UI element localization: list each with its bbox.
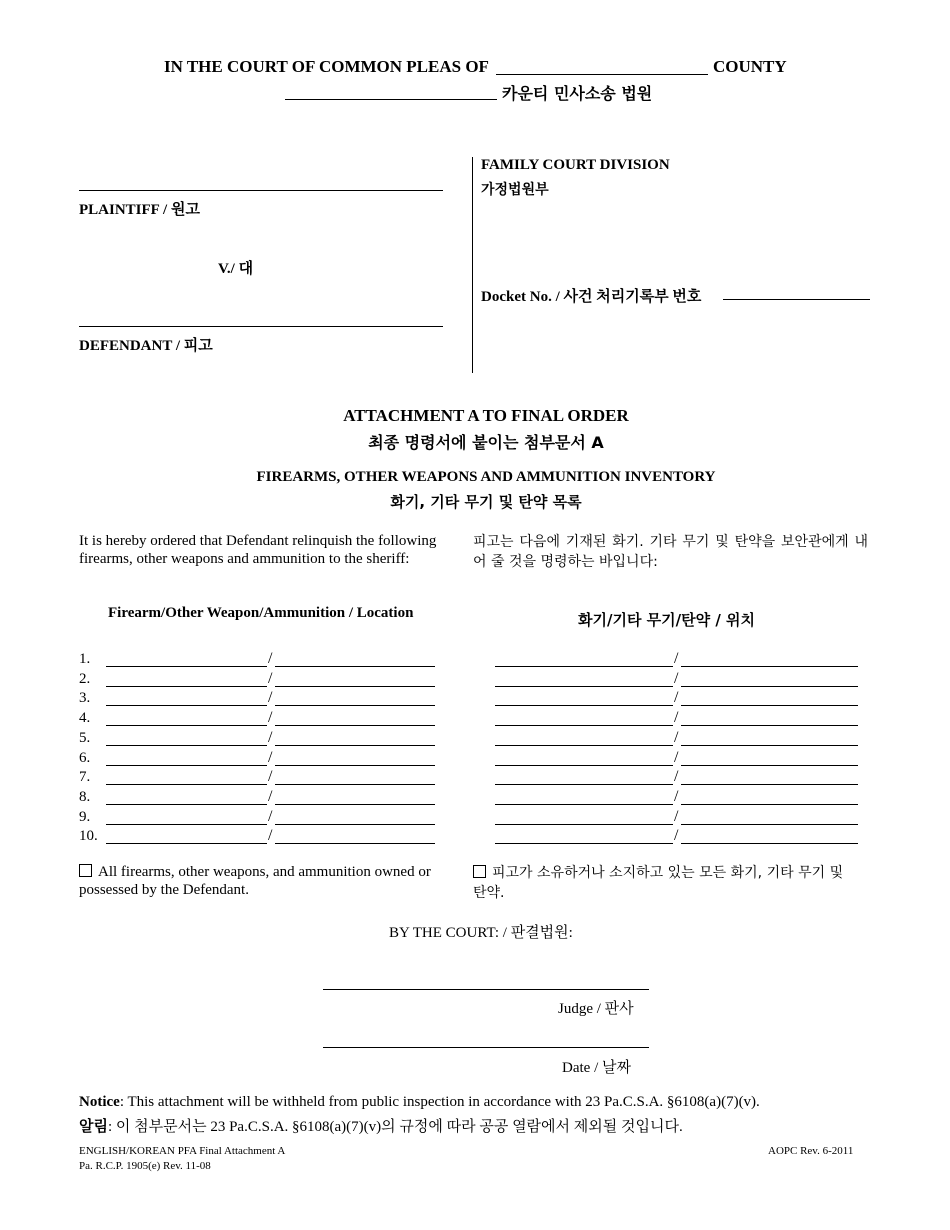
field-separator: / <box>268 669 273 687</box>
county-name-field[interactable] <box>496 74 708 75</box>
notice-text-en: : This attachment will be withheld from public inspection in accordance with 23 Pa.C.S.A. §6108(a)(7)(v). <box>119 1094 760 1110</box>
weapon-field-ko[interactable] <box>495 666 673 667</box>
inventory-row-ko <box>495 809 860 829</box>
judge-signature-line[interactable] <box>323 989 649 990</box>
inventory-row-en <box>79 828 439 848</box>
location-field[interactable] <box>275 765 435 766</box>
location-field-ko[interactable] <box>681 804 858 805</box>
field-separator-ko: / <box>674 827 679 845</box>
location-field-ko[interactable] <box>681 686 858 687</box>
location-field[interactable] <box>275 666 435 667</box>
notice-ko <box>79 1115 919 1136</box>
plaintiff-label: PLAINTIFF / 원고 <box>79 202 200 218</box>
docket-number-field[interactable] <box>723 299 870 300</box>
notice-label-ko: 알림 <box>79 1117 108 1135</box>
location-field[interactable] <box>275 824 435 825</box>
inventory-row-number: 4. <box>79 710 91 727</box>
all-weapons-option-en <box>79 863 459 899</box>
field-separator: / <box>268 709 273 727</box>
location-field[interactable] <box>275 745 435 746</box>
inventory-row-number: 2. <box>79 670 91 687</box>
field-separator-ko: / <box>674 669 679 687</box>
weapon-field-ko[interactable] <box>495 725 673 726</box>
notice-label-en: Notice <box>79 1094 120 1110</box>
division-label: FAMILY COURT DIVISION <box>481 157 670 173</box>
inventory-row-number: 10. <box>79 828 98 845</box>
inventory-row-number: 7. <box>79 769 91 786</box>
inventory-row-en <box>79 710 439 730</box>
field-separator-ko: / <box>674 728 679 746</box>
inventory-row-number: 3. <box>79 690 91 707</box>
location-field-ko[interactable] <box>681 824 858 825</box>
all-weapons-checkbox-ko[interactable] <box>473 865 486 878</box>
location-field-ko[interactable] <box>681 765 858 766</box>
all-weapons-text-en: All firearms, other weapons, and ammunition owned or possessed by the Defendant. <box>79 864 431 898</box>
judge-label: Judge / 판사 <box>558 1001 634 1017</box>
location-field-ko[interactable] <box>681 843 858 844</box>
inventory-row-ko <box>495 828 860 848</box>
inventory-row-number: 9. <box>79 808 91 825</box>
notice-en <box>79 1094 899 1111</box>
weapon-field-ko[interactable] <box>495 745 673 746</box>
field-separator-ko: / <box>674 689 679 707</box>
field-separator-ko: / <box>674 748 679 766</box>
weapon-field[interactable] <box>106 804 267 805</box>
inventory-row-ko <box>495 690 860 710</box>
inventory-row-ko <box>495 671 860 691</box>
inventory-row-ko <box>495 710 860 730</box>
inventory-row-ko <box>495 730 860 750</box>
date-label: Date / 날짜 <box>562 1060 631 1076</box>
inventory-row-ko <box>495 769 860 789</box>
field-separator-ko: / <box>674 709 679 727</box>
field-separator-ko: / <box>674 650 679 667</box>
all-weapons-text-ko: 피고가 소유하거나 소지하고 있는 모든 화기, 기타 무기 및 탄약. <box>473 865 844 901</box>
inventory-header-ko: 화기/기타 무기/탄약 / 위치 <box>578 611 756 629</box>
attachment-title: ATTACHMENT A TO FINAL ORDER <box>343 406 629 425</box>
weapon-field[interactable] <box>106 765 267 766</box>
inventory-row-number: 1. <box>79 651 91 667</box>
weapon-field-ko[interactable] <box>495 804 673 805</box>
location-field[interactable] <box>275 843 435 844</box>
inventory-row-en <box>79 690 439 710</box>
field-separator: / <box>268 689 273 707</box>
inventory-row-en <box>79 809 439 829</box>
court-line-suffix: COUNTY <box>713 57 787 76</box>
defendant-name-field[interactable] <box>79 326 443 327</box>
field-separator: / <box>268 827 273 845</box>
location-field[interactable] <box>275 686 435 687</box>
inventory-row-ko <box>495 750 860 770</box>
location-field-ko[interactable] <box>681 705 858 706</box>
footer-form-name: ENGLISH/KOREAN PFA Final Attachment A <box>79 1145 286 1157</box>
all-weapons-option-ko <box>473 863 858 903</box>
location-field[interactable] <box>275 784 435 785</box>
inventory-row-number: 6. <box>79 749 91 766</box>
inventory-row-en <box>79 769 439 789</box>
weapon-field[interactable] <box>106 705 267 706</box>
field-separator-ko: / <box>674 787 679 805</box>
inventory-row-ko <box>495 789 860 809</box>
weapon-field[interactable] <box>106 745 267 746</box>
caption-divider <box>472 157 473 373</box>
docket-label: Docket No. / 사건 처리기록부 번호 <box>481 289 702 305</box>
location-field[interactable] <box>275 705 435 706</box>
weapon-field[interactable] <box>106 725 267 726</box>
weapon-field-ko[interactable] <box>495 705 673 706</box>
weapon-field-ko[interactable] <box>495 784 673 785</box>
inventory-title: FIREARMS, OTHER WEAPONS AND AMMUNITION INVENTORY <box>256 469 716 485</box>
field-separator: / <box>268 748 273 766</box>
weapon-field[interactable] <box>106 686 267 687</box>
location-field-ko[interactable] <box>681 784 858 785</box>
weapon-field-ko[interactable] <box>495 843 673 844</box>
weapon-field-ko[interactable] <box>495 824 673 825</box>
field-separator: / <box>268 728 273 746</box>
versus-label: V./ 대 <box>218 261 254 277</box>
notice-text-ko: : 이 첨부문서는 23 Pa.C.S.A. §6108(a)(7)(v)의 규정에 따라 공공 열람에서 제외될 것입니다. <box>107 1119 683 1135</box>
court-line-prefix: IN THE COURT OF COMMON PLEAS OF <box>164 57 489 76</box>
field-separator-ko: / <box>674 807 679 825</box>
inventory-header-en: Firearm/Other Weapon/Ammunition / Location <box>108 605 414 621</box>
inventory-row-ko <box>495 651 860 671</box>
division-label-ko: 가정법원부 <box>481 182 549 198</box>
order-text-ko: 피고는 다음에 기재된 화기. 기타 무기 및 탄약을 보안관에게 내어 줄 것을 명령하는 바입니다: <box>473 534 868 570</box>
inventory-row-en <box>79 671 439 691</box>
field-separator: / <box>268 768 273 786</box>
weapon-field[interactable] <box>106 666 267 667</box>
inventory-row-en <box>79 730 439 750</box>
field-separator: / <box>268 807 273 825</box>
field-separator-ko: / <box>674 768 679 786</box>
by-the-court-label: BY THE COURT: / 판결법원: <box>389 925 573 941</box>
plaintiff-name-field[interactable] <box>79 190 443 191</box>
all-weapons-checkbox[interactable] <box>79 864 92 877</box>
footer-rule: Pa. R.C.P. 1905(e) Rev. 11-08 <box>79 1160 211 1172</box>
location-field-ko[interactable] <box>681 745 858 746</box>
field-separator: / <box>268 650 273 667</box>
weapon-field[interactable] <box>106 784 267 785</box>
inventory-row-number: 8. <box>79 788 91 805</box>
weapon-field[interactable] <box>106 824 267 825</box>
field-separator: / <box>268 787 273 805</box>
defendant-label: DEFENDANT / 피고 <box>79 338 213 354</box>
inventory-row-en <box>79 651 439 671</box>
inventory-row-en <box>79 750 439 770</box>
inventory-title-ko: 화기, 기타 무기 및 탄약 목록 <box>390 493 582 511</box>
location-field-ko[interactable] <box>681 666 858 667</box>
location-field[interactable] <box>275 725 435 726</box>
order-text-en: It is hereby ordered that Defendant relinquish the following firearms, other weapons and ammunition to the sheriff: <box>79 533 437 567</box>
court-line-ko: 카운티 민사소송 법원 <box>502 84 653 103</box>
weapon-field-ko[interactable] <box>495 686 673 687</box>
location-field[interactable] <box>275 804 435 805</box>
weapon-field[interactable] <box>106 843 267 844</box>
weapon-field-ko[interactable] <box>495 765 673 766</box>
county-name-field-ko[interactable] <box>285 99 497 100</box>
inventory-row-number: 5. <box>79 729 91 746</box>
attachment-title-ko: 최종 명령서에 붙이는 첨부문서 A <box>368 433 604 452</box>
inventory-row-en <box>79 789 439 809</box>
location-field-ko[interactable] <box>681 725 858 726</box>
footer-revision: AOPC Rev. 6-2011 <box>768 1145 854 1157</box>
date-line[interactable] <box>323 1047 649 1048</box>
